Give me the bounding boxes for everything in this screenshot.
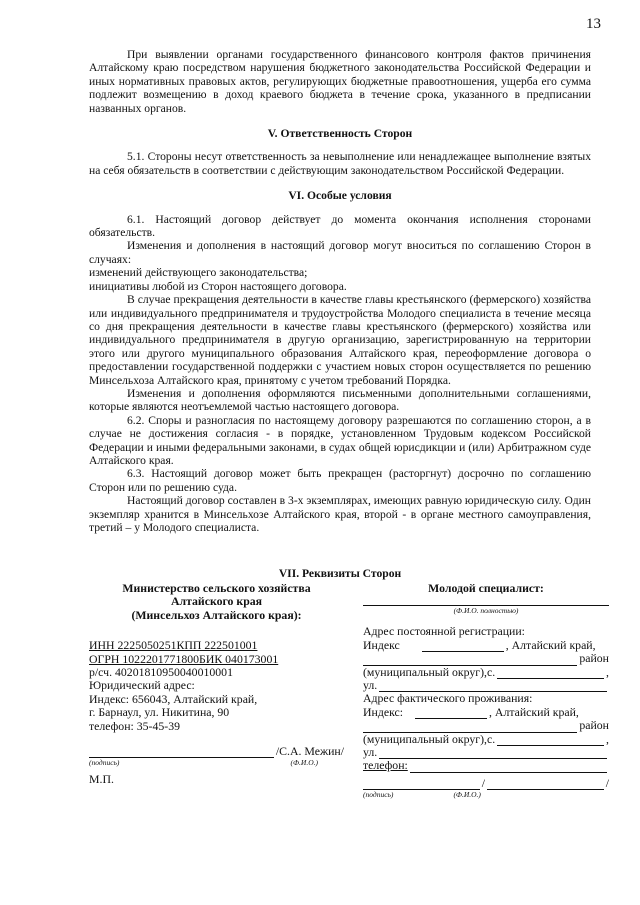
phone-row [363,759,609,772]
signatory-name: /С.А. Межин/ [275,744,344,759]
address-line-1: Индекс: 656043, Алтайский край, [89,691,258,706]
index-label-2: Индекс: [363,704,404,719]
name-caption: (Ф.И.О.) [290,758,318,768]
ministry-name-line2: Алтайского края [170,594,263,609]
specialist-signature-caption: (подпись) [363,790,394,800]
ministry-name-line1: Министерство сельского хозяйства [122,581,311,595]
reg-district-row [363,652,609,665]
reg-street-row [363,679,609,692]
ministry-phone: телефон: 35-45-39 [89,718,180,733]
legal-address-label: Юридический адрес: [89,678,195,693]
ministry-requisites [89,582,344,787]
street-label-2: ул. [363,745,378,760]
ogrn-bik: ОГРН 1022201771800БИК 040173001 [89,651,279,666]
young-specialist-heading: Молодой специалист: [428,581,544,595]
district-text: район [579,651,609,666]
region-text-2: , Алтайский край, [489,704,579,719]
intro-paragraph: При выявлении органами государственного финансового контроля фактов причинения Алтайскому краю посредством нарушения бюджетного законодательства Российской Федерации и иных нормативных правовых актов, регулирующих бюджетные правоотношения, ущерба его сумма подлежит возмещению в доход краевого бюджета в течение срока, указанного в предписании названных органов. [89,48,591,115]
address-line-2: г. Барнаул, ул. Никитина, 90 [89,705,230,720]
municipal-text: (муниципальный округ),с. [363,664,496,679]
paragraph-6-case-1: изменений действующего законодательства; [89,266,308,280]
stamp-label: М.П. [89,772,114,787]
street-label: ул. [363,678,378,693]
actual-street-row [363,746,609,759]
specialist-name-caption: (Ф.И.О.) [453,790,481,800]
ministry-signature-line [89,745,344,758]
specialist-signature-line: / / [363,777,609,790]
paragraph-5-1: 5.1. Стороны несут ответственность за невыполнение или ненадлежащее выполнение взятых на себя обязательств в соответствии с действующим законодательством Российской Федерации. [89,150,591,177]
page-number: 13 [586,16,601,32]
bank-account: р/сч. 40201810950040010001 [89,665,233,680]
paragraph-6-termination: В случае прекращения деятельности в качестве главы крестьянского (фермерского) хозяйства или индивидуального предпринимателя и трудоустройства Молодого специалиста в течение месяца со дня прекращения деятельности в качестве главы крестьянского (фермерского) хозяйства или индивидуального предпринимателя в другую организацию, зарегистрированную на территории этого или другого муниципального образования Алтайского края, переоформление договора о предоставлении государственной поддержки с участием новых сторон осуществляется по решению Минсельхоза Алтайского края, принятому с учетом требований Порядка. [89,293,591,387]
paragraph-6-3: 6.3. Настоящий договор может быть прекращен (расторгнут) досрочно по соглашению Сторон или по решению суда. [89,467,591,494]
actual-index-row [363,706,609,719]
signature-caption: (подпись) [89,758,120,768]
fio-caption: (Ф.И.О. полностью) [453,606,519,616]
paragraph-6-1: 6.1. Настоящий договор действует до момента окончания исполнения сторонами обязательств. [89,212,591,240]
document-body [89,48,591,534]
paragraph-6-copies: Настоящий договор составлен в 3-х экземплярах, имеющих равную юридическую силу. Один экземпляр хранится в Минсельхозе Алтайского края, второй - в органе местного самоуправления, третий – у Молодого специалиста. [89,494,592,534]
paragraph-6-2: 6.2. Споры и разногласия по настоящему договору разрешаются по соглашению сторон, а в случае не достижения согласия - в порядке, установленном Трудовым кодексом Российской Федерации и иными федеральными законами, в судах общей юрисдикции и (или) Арбитражном суде Алтайского края. [89,413,591,467]
inn-kpp: ИНН 2225050251КПП 222501001 [89,638,258,653]
reg-municipal-row: (муниципальный округ),с. , [363,664,609,679]
paragraph-6-written-form: Изменения и дополнения оформляются письменными дополнительными соглашениями, которые являются неотъемлемой частью настоящего договора. [89,386,591,414]
index-label: Индекс [363,637,400,652]
actual-address-label: Адрес фактического проживания: [363,691,533,706]
section-7-title: VII. Реквизиты Сторон [278,567,402,580]
section-6-title: VI. Особые условия [288,189,392,203]
actual-district-row [363,719,609,732]
reg-index-row [363,639,609,652]
phone-label: телефон: [363,758,408,773]
young-specialist-requisites [363,582,609,799]
district-text-2: район [579,718,609,733]
region-text: , Алтайский край, [505,637,596,652]
municipal-text-2: (муниципальный округ),с. [363,731,496,746]
paragraph-6-amendments: Изменения и дополнения в настоящий договор могут вноситься по соглашению Сторон в случаях: [89,239,591,266]
section-5-title: V. Ответственность Сторон [267,127,413,141]
paragraph-6-case-2: инициативы любой из Сторон настоящего договора. [89,279,347,293]
ministry-name-line3: (Минсельхоз Алтайского края): [131,607,302,622]
registration-address-label: Адрес постоянной регистрации: [363,624,525,639]
actual-municipal-row: (муниципальный округ),с. , [363,731,609,746]
